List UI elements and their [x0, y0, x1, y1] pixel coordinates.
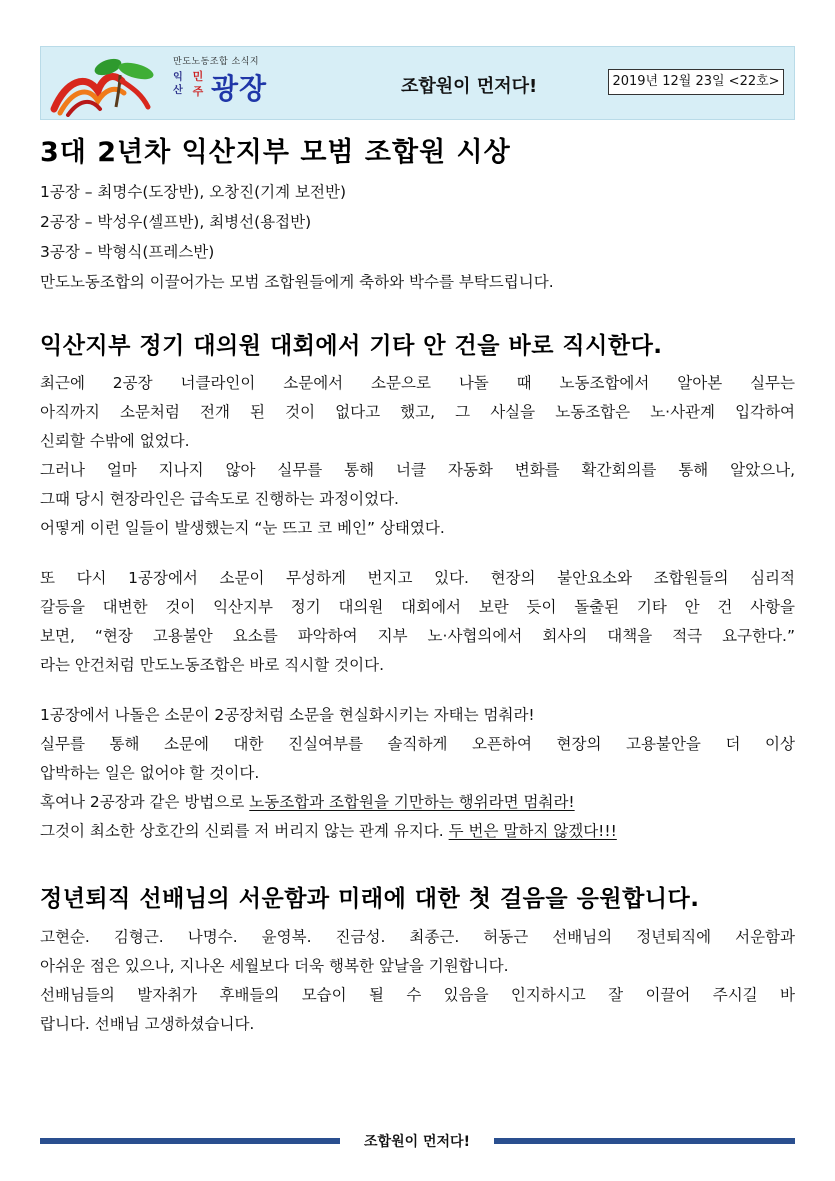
section3-line: 아쉬운 점은 있으나, 지나온 세월보다 더욱 행복한 앞날을 기원합니다.	[40, 957, 509, 975]
section2-line: 또 다시 1공장에서 소문이 무성하게 번지고 있다. 현장의 불안요소와 조합원들의 심리적	[40, 569, 795, 587]
section2-line: 그것이 최소한 상호간의 신뢰를 저 버리지 않는 관계 유지다. 두 번은 말하지 않겠다!!!	[40, 822, 617, 840]
section1-line: 만도노동조합의 이끌어가는 모범 조합원들에게 축하와 박수를 부탁드립니다.	[40, 273, 554, 291]
section2-line: 실무를 통해 소문에 대한 진실여부를 솔직하게 오픈하여 현장의 고용불안을 더 이상	[40, 735, 795, 753]
header-slogan: 조합원이 먼저다!	[401, 76, 538, 97]
underlined-warning: 두 번은 말하지 않겠다!!!	[448, 822, 617, 840]
section2-line: 1공장에서 나돌은 소문이 2공장처럼 소문을 현실화시키는 자태는 멈춰라!	[40, 706, 535, 724]
newsletter-title: 광장	[211, 72, 268, 105]
section2-line: 갈등을 대변한 것이 익산지부 정기 대의원 대회에서 보란 듯이 돌출된 기타 안 건 사항을	[40, 598, 795, 616]
section2-line: 압박하는 일은 없어야 할 것이다.	[40, 764, 260, 782]
place-label: 익 산	[173, 72, 183, 96]
footer-bar-right	[494, 1138, 795, 1144]
section2-line: 라는 안건처럼 만도노동조합은 바로 직시할 것이다.	[40, 656, 384, 674]
union-logo-icon	[46, 51, 166, 117]
section1-title: 3대 2년차 익산지부 모범 조합원 시상	[40, 137, 511, 168]
issue-date: 2019년 12월 23일 <22호>	[608, 69, 784, 95]
section3-title: 정년퇴직 선배님의 서운함과 미래에 대한 첫 걸음을 응원합니다.	[40, 886, 700, 912]
org-name: 만도노동조합 소식지	[173, 57, 260, 67]
minju-label: 민 주	[192, 70, 204, 98]
section3-line: 고현순. 김형근. 나명수. 윤영복. 진금성. 최종근. 허동근 선배님의 정년퇴직에 서운함과	[40, 928, 795, 946]
section2-line: 어떻게 이런 일들이 발생했는지 “눈 뜨고 코 베인” 상태였다.	[40, 519, 445, 537]
section1-line: 2공장 – 박성우(셀프반), 최병선(용접반)	[40, 213, 312, 231]
section2-line: 최근에 2공장 너클라인이 소문에서 소문으로 나돌 때 노동조합에서 알아본 실무는	[40, 374, 795, 392]
section2-line: 아직까지 소문처럼 전개 된 것이 없다고 했고, 그 사실을 노동조합은 노·사관계 입각하여	[40, 403, 795, 421]
newsletter-header	[40, 46, 795, 120]
section2-line: 그때 당시 현장라인은 급속도로 진행하는 과정이었다.	[40, 490, 399, 508]
underlined-warning: 노동조합과 조합원을 기만하는 행위라면 멈춰라!	[249, 793, 575, 811]
footer-slogan: 조합원이 먼저다!	[364, 1134, 470, 1150]
section2-title: 익산지부 정기 대의원 대회에서 기타 안 건을 바로 직시한다.	[40, 333, 663, 359]
section1-line: 1공장 – 최명수(도장반), 오창진(기계 보전반)	[40, 183, 347, 201]
section3-line: 랍니다. 선배님 고생하셨습니다.	[40, 1015, 255, 1033]
section2-line: 그러나 얼마 지나지 않아 실무를 통해 너클 자동화 변화를 확간회의를 통해 알았으나,	[40, 461, 795, 479]
section1-line: 3공장 – 박형식(프레스반)	[40, 243, 215, 261]
section2-line: 보면, “현장 고용불안 요소를 파악하여 지부 노·사협의에서 회사의 대책을 적극 요구한다.”	[40, 627, 795, 645]
section2-line: 혹여나 2공장과 같은 방법으로 노동조합과 조합원을 기만하는 행위라면 멈춰라!	[40, 793, 575, 811]
section2-line: 신뢰할 수밖에 없었다.	[40, 432, 190, 450]
footer-bar-left	[40, 1138, 340, 1144]
section3-line: 선배님들의 발자취가 후배들의 모습이 될 수 있음을 인지하시고 잘 이끌어 주시길 바	[40, 986, 795, 1004]
